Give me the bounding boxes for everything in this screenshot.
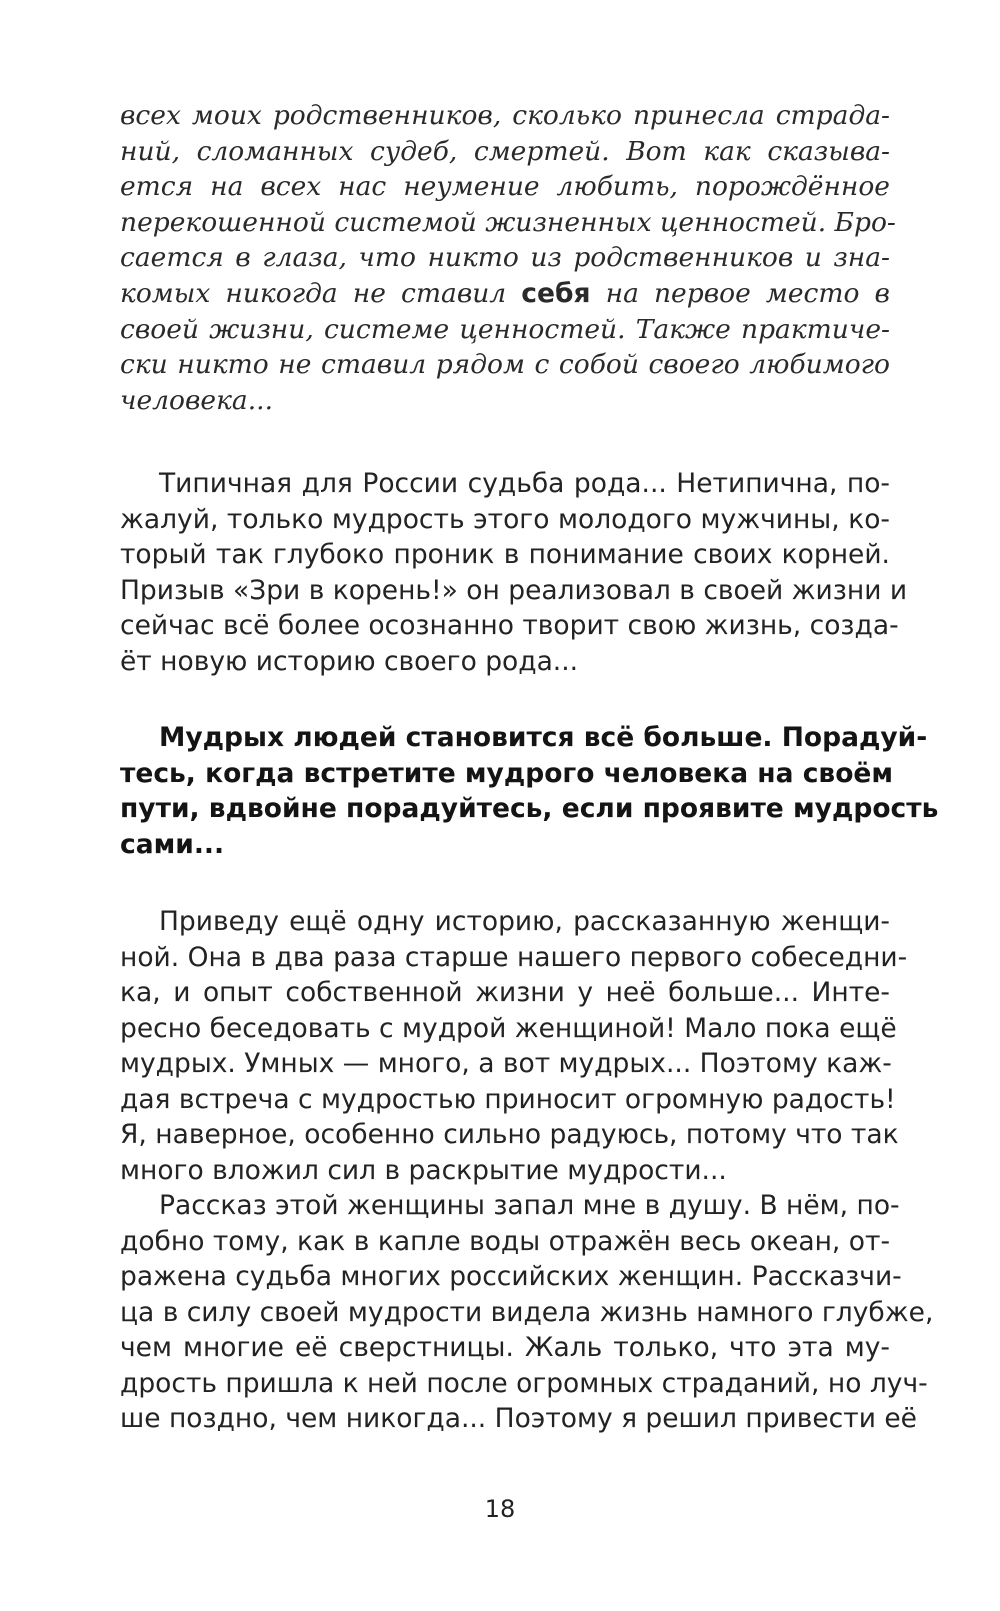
emphasized-word: себя	[521, 277, 591, 309]
italic-paragraph	[120, 98, 896, 418]
paragraph-another-story	[120, 904, 934, 1437]
text-line: ресно беседовать с мудрой женщиной! Мало пока ещё	[120, 1012, 897, 1044]
text-line: жалуй, только мудрость этого молодого мужчины, ко-	[120, 503, 890, 535]
text-line: дрость пришла к ней после огромных страданий, но луч-	[120, 1367, 928, 1399]
text-line: Призыв «Зри в корень!» он реализовал в своей жизни и	[120, 574, 908, 606]
text-line: добно тому, как в капле воды отражён весь океан, от-	[120, 1225, 890, 1257]
text-line: мудрых. Умных — много, а вот мудрых... Поэтому каж-	[120, 1048, 892, 1079]
text-line: дая встреча с мудростью приносит огромную радость!	[120, 1083, 896, 1115]
text-fragment: комых никогда не ставил	[120, 277, 522, 309]
text-line: ка, и опыт собственной жизни у неё больше... Инте-	[120, 977, 890, 1008]
text-line: много вложил сил в раскрытие мудрости...	[120, 1154, 727, 1186]
text-fragment: на первое место в	[590, 277, 890, 309]
text-line: перекошенной системой жизненных ценностей. Бро-	[120, 206, 896, 238]
text-line: Рассказ этой женщины запал мне в душу. В нём, по-	[159, 1190, 900, 1221]
text-line: Я, наверное, особенно сильно радуюсь, потому что так	[120, 1119, 899, 1150]
text-line: сейчас всё более осознанно творит свою жизнь, созда-	[120, 610, 899, 641]
bold-paragraph	[120, 720, 939, 862]
text-line: ной. Она в два раза старше нашего первого собеседни-	[120, 941, 908, 973]
paragraph-typical-fate	[120, 466, 908, 679]
text-line: тесь, когда встретите мудрого человека на своём	[120, 757, 894, 789]
page-number: 18	[484, 1495, 516, 1523]
text-line: всех моих родственников, сколько принесла страда-	[120, 100, 890, 131]
text-line: Мудрых людей становится всё больше. Порадуй-	[159, 722, 928, 753]
text-line: пути, вдвойне порадуйтесь, если проявите мудрость	[120, 793, 939, 824]
text-line: ний, сломанных судеб, смертей. Вот как сказыва-	[120, 135, 890, 167]
text-line: ется на всех нас неумение любить, порождённое	[120, 171, 890, 203]
text-line: сается в глаза, что никто из родственников и зна-	[120, 242, 890, 274]
text-line: ражена судьба многих российских женщин. Рассказчи-	[120, 1261, 902, 1292]
text-line: ца в силу своей мудрости видела жизнь намного глубже,	[120, 1296, 934, 1328]
text-line: ше поздно, чем никогда... Поэтому я решил привести её	[120, 1403, 917, 1434]
text-line: человека...	[120, 384, 273, 416]
text-line: ски никто не ставил рядом с собой своего любимого	[120, 349, 890, 381]
text-line: своей жизни, системе ценностей. Также практиче-	[120, 313, 890, 345]
text-line: торый так глубоко проник в понимание своих корней.	[120, 539, 890, 570]
text-line: Типичная для России судьба рода... Нетипична, по-	[159, 468, 890, 499]
text-line: чем многие её сверстницы. Жаль только, что эта му-	[120, 1332, 890, 1363]
text-line: сами...	[120, 828, 225, 860]
text-line	[120, 276, 890, 312]
text-line: ёт новую историю своего рода...	[120, 645, 579, 677]
text-line: Приведу ещё одну историю, рассказанную женщи-	[159, 906, 890, 937]
